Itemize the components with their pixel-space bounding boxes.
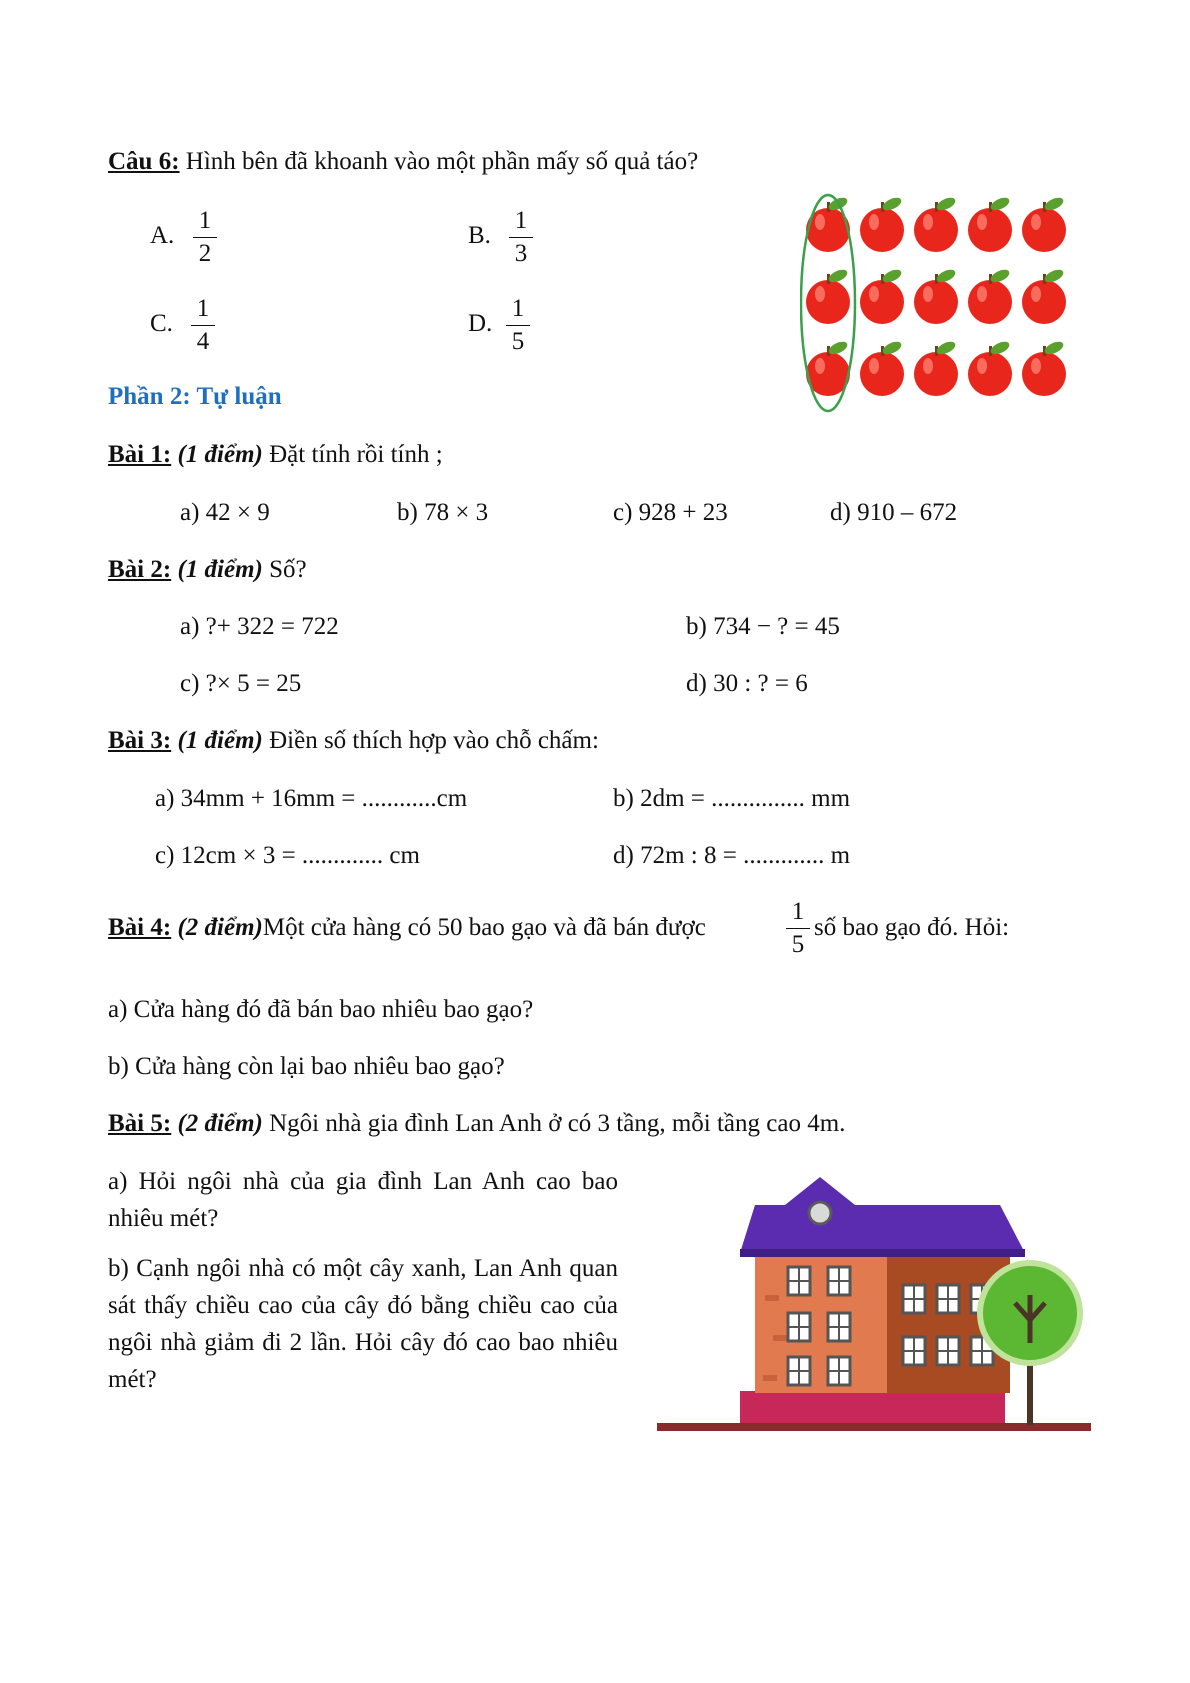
bai5-label: Bài 5: xyxy=(108,1110,172,1137)
window-icon xyxy=(788,1313,810,1341)
option-c-letter: C. xyxy=(150,310,173,337)
window-icon xyxy=(903,1285,925,1313)
option-d-fraction xyxy=(506,295,530,356)
ground-line xyxy=(657,1423,1091,1431)
option-a-denominator: 2 xyxy=(198,240,212,267)
apple-icon xyxy=(914,339,958,396)
bai1-heading xyxy=(108,441,443,469)
window-icon xyxy=(937,1337,959,1365)
option-a-fraction xyxy=(193,207,217,268)
bai2-item-a: a) ?+ 322 = 722 xyxy=(180,613,339,640)
bai5-question-b: b) Cạnh ngôi nhà có một cây xanh, Lan Anh quan sát thấy chiều cao của cây đó bằng chiều cao của ngôi nhà giảm đi 2 lần. Hỏi cây đó cao bao nhiêu mét? xyxy=(108,1255,618,1393)
apple-icon xyxy=(968,267,1012,324)
option-b-denominator: 3 xyxy=(514,240,528,267)
option-c-numerator: 1 xyxy=(196,295,210,322)
apple-icon xyxy=(806,339,850,396)
apple-icon xyxy=(1022,339,1066,396)
apple-icon xyxy=(860,339,904,396)
bai3-points: (1 điểm) xyxy=(177,727,263,754)
apple-icon xyxy=(806,267,850,324)
bai4-question-a: a) Cửa hàng đó đã bán bao nhiêu bao gạo? xyxy=(108,996,534,1023)
apple-icon xyxy=(1022,267,1066,324)
window-icon xyxy=(937,1285,959,1313)
bai3-item-b: b) 2dm = ............... mm xyxy=(613,785,851,812)
apple-icon xyxy=(806,195,850,252)
window-icon xyxy=(828,1313,850,1341)
option-b-numerator: 1 xyxy=(514,207,528,234)
bai3-item-c: c) 12cm × 3 = ............. cm xyxy=(155,842,420,869)
bai4-label: Bài 4: xyxy=(108,914,172,941)
option-b-fraction xyxy=(509,207,533,268)
bai2-item-c: c) ?× 5 = 25 xyxy=(180,670,302,697)
house-left-block xyxy=(755,1247,887,1393)
bai5-heading xyxy=(108,1110,845,1138)
bai2-item-d: d) 30 : ? = 6 xyxy=(686,670,808,697)
bai2-text: Số? xyxy=(262,556,307,583)
option-d-denominator: 5 xyxy=(511,328,525,355)
bai4-heading xyxy=(108,914,706,942)
house-tree-illustration xyxy=(655,1175,1095,1435)
window-icon xyxy=(788,1357,810,1385)
option-d-numerator: 1 xyxy=(511,295,525,322)
bai2-heading xyxy=(108,556,307,584)
bai1-text: Đặt tính rồi tính ; xyxy=(262,441,443,468)
apple-icon xyxy=(860,267,904,324)
bai5-question-a: a) Hỏi ngôi nhà của gia đình Lan Anh cao bao nhiêu mét? xyxy=(108,1168,618,1232)
bai3-item-d: d) 72m : 8 = ............. m xyxy=(613,842,851,869)
bai3-item-a: a) 34mm + 16mm = ............cm xyxy=(155,785,468,812)
bai2-label: Bài 2: xyxy=(108,556,172,583)
option-c-denominator: 4 xyxy=(196,328,210,355)
bai3-heading xyxy=(108,727,599,755)
house-base xyxy=(740,1391,1005,1423)
window-icon xyxy=(903,1337,925,1365)
bai1-item-d: d) 910 – 672 xyxy=(830,499,958,526)
bai3-text: Điền số thích hợp vào chỗ chấm: xyxy=(262,727,599,754)
bai1-item-b: b) 78 × 3 xyxy=(397,499,489,526)
bai2-points: (1 điểm) xyxy=(177,556,263,583)
bai1-label: Bài 1: xyxy=(108,441,172,468)
apple-icon xyxy=(968,195,1012,252)
window-icon xyxy=(788,1267,810,1295)
q6-label: Câu 6: xyxy=(108,148,180,175)
bai1-item-a: a) 42 × 9 xyxy=(180,499,270,526)
apple-icon xyxy=(968,339,1012,396)
bai5-text: Ngôi nhà gia đình Lan Anh ở có 3 tầng, mỗi tầng cao 4m. xyxy=(262,1110,846,1137)
bai4-denominator: 5 xyxy=(791,931,805,958)
option-a-numerator: 1 xyxy=(198,207,212,234)
apple-grid-illustration xyxy=(800,192,1082,414)
house-roof xyxy=(740,1177,1025,1253)
window-icon xyxy=(828,1357,850,1385)
part2-title: Phần 2: Tự luận xyxy=(108,383,282,410)
apple-icon xyxy=(914,267,958,324)
apple-icon xyxy=(860,195,904,252)
round-window xyxy=(809,1202,831,1224)
option-d-letter: D. xyxy=(468,310,493,337)
option-a-letter: A. xyxy=(150,222,175,249)
bai4-points: (2 điểm) xyxy=(177,914,263,941)
bai3-label: Bài 3: xyxy=(108,727,172,754)
bai4-text-before: Một cửa hàng có 50 bao gạo và đã bán được xyxy=(262,914,706,941)
apple-icon xyxy=(914,195,958,252)
bai4-text-after: số bao gạo đó. Hỏi: xyxy=(814,914,1010,941)
bai2-item-b: b) 734 − ? = 45 xyxy=(686,613,840,640)
bai4-numerator: 1 xyxy=(791,898,805,925)
bai5-points: (2 điểm) xyxy=(177,1110,263,1137)
bai1-points: (1 điểm) xyxy=(177,441,263,468)
q6-question xyxy=(108,148,698,176)
apple-icon xyxy=(1022,195,1066,252)
bai4-question-b: b) Cửa hàng còn lại bao nhiêu bao gạo? xyxy=(108,1053,505,1080)
option-b-letter: B. xyxy=(468,222,491,249)
bai1-item-c: c) 928 + 23 xyxy=(613,499,728,526)
bai4-fraction xyxy=(786,898,810,959)
q6-text: Hình bên đã khoanh vào một phần mấy số quả táo? xyxy=(179,148,699,175)
option-c-fraction xyxy=(191,295,215,356)
roof-edge xyxy=(740,1249,1025,1257)
window-icon xyxy=(828,1267,850,1295)
